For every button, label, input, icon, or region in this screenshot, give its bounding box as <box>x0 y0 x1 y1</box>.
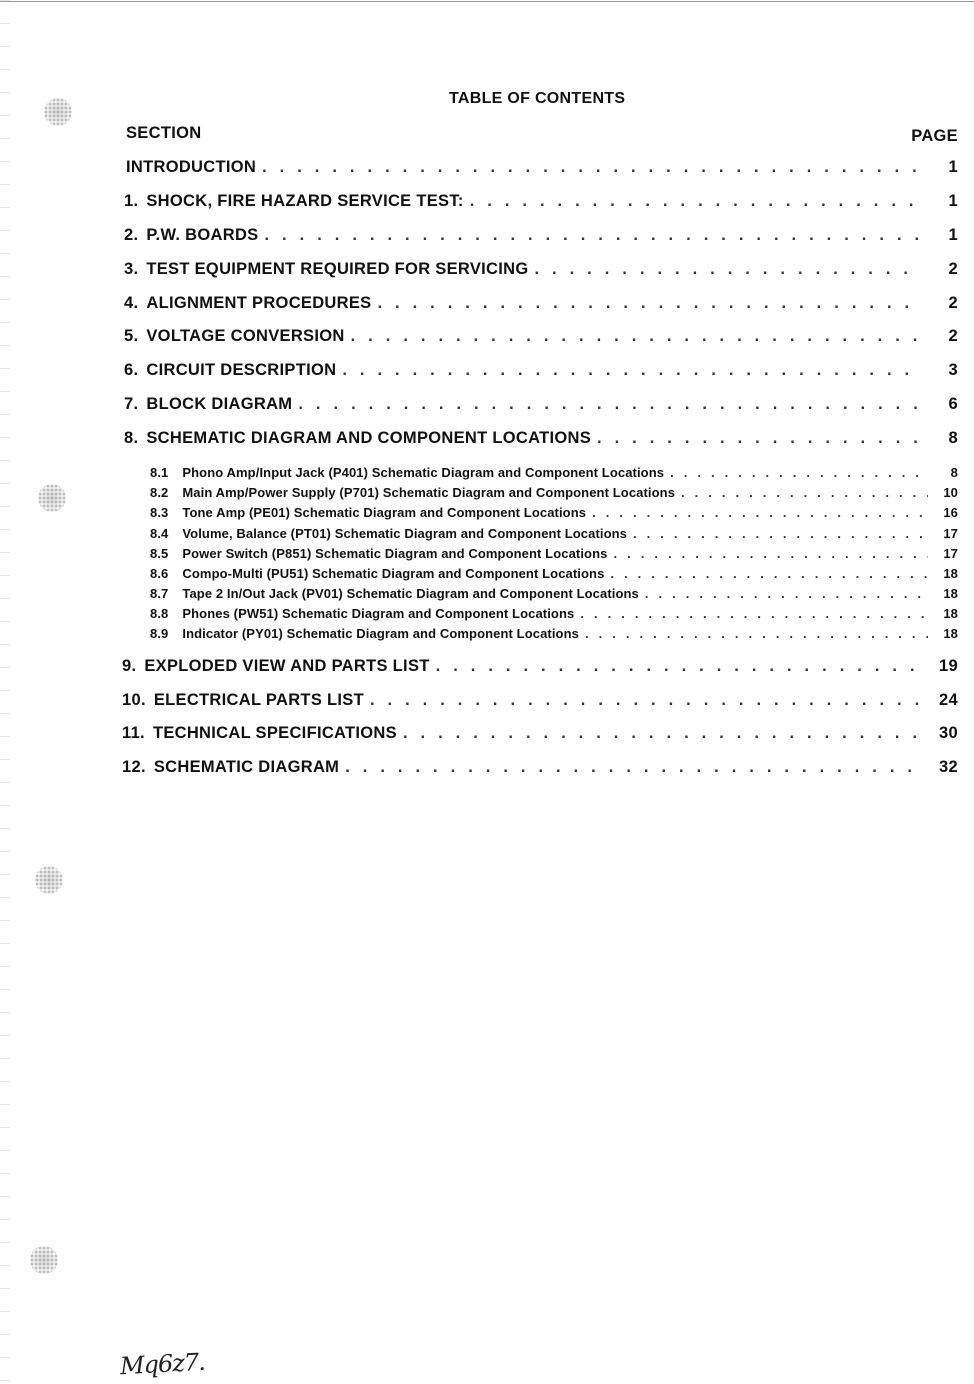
toc-entry-page: 1 <box>948 158 958 176</box>
toc-entry <box>122 758 958 780</box>
toc-subentry <box>150 465 958 482</box>
toc-entry <box>124 429 958 451</box>
top-rule <box>0 1 974 2</box>
toc-entry <box>126 158 958 180</box>
dot-leader <box>436 657 922 676</box>
toc-subentry <box>150 566 958 583</box>
dot-leader <box>645 586 928 601</box>
toc-subentry-page: 8 <box>950 465 958 480</box>
toc-entry-number: 10. <box>122 691 146 709</box>
dot-leader <box>610 566 928 581</box>
toc-subentry-label: Indicator (PY01) Schematic Diagram and Component Locations <box>182 626 579 641</box>
toc-subentry <box>150 586 958 603</box>
toc-entry <box>124 294 958 316</box>
toc-entry-label: TEST EQUIPMENT REQUIRED FOR SERVICING <box>146 260 529 278</box>
toc-entry-number: 8. <box>124 429 139 447</box>
toc-entry-label: TECHNICAL SPECIFICATIONS <box>152 724 397 742</box>
toc-subentry-label: Phones (PW51) Schematic Diagram and Component Locations <box>182 606 575 621</box>
toc-subentry-label: Compo-Multi (PU51) Schematic Diagram and Component Locations <box>182 566 605 581</box>
toc-entry-label: EXPLODED VIEW AND PARTS LIST <box>144 657 430 675</box>
toc-entry-page: 2 <box>948 294 958 312</box>
toc-entry <box>122 691 958 713</box>
toc-entry-page: 1 <box>948 226 958 244</box>
dot-leader <box>534 260 922 279</box>
toc-subentry <box>150 626 958 643</box>
toc-entry-label: CIRCUIT DESCRIPTION <box>146 361 337 379</box>
toc-entry-number: 11. <box>122 724 145 742</box>
toc-subentry-label: Phono Amp/Input Jack (P401) Schematic Diagram and Component Locations <box>182 465 665 480</box>
punch-hole-1 <box>44 98 72 126</box>
toc-entry-label: BLOCK DIAGRAM <box>146 395 293 413</box>
toc-subentry-number: 8.5 <box>150 546 169 561</box>
toc-entry-label: INTRODUCTION <box>126 158 257 176</box>
toc-entry-number: 3. <box>124 260 139 278</box>
toc-entry <box>124 192 958 214</box>
dot-leader <box>403 724 922 743</box>
toc-subentry <box>150 485 958 502</box>
dot-leader <box>342 361 922 380</box>
toc-entry-number: 12. <box>122 758 146 776</box>
toc-subentry-number: 8.2 <box>150 485 169 500</box>
toc-entry-page: 2 <box>948 260 958 278</box>
dot-leader <box>613 546 928 561</box>
section-column-header: SECTION <box>126 124 202 142</box>
toc-entry-label: VOLTAGE CONVERSION <box>146 327 345 345</box>
toc-entry-page: 32 <box>939 758 958 776</box>
toc-subentry <box>150 606 958 623</box>
toc-entry-number: 9. <box>122 657 137 675</box>
toc-entry-number: 4. <box>124 294 139 312</box>
toc-title: TABLE OF CONTENTS <box>449 90 626 107</box>
dot-leader <box>377 294 922 313</box>
punch-hole-3 <box>35 866 63 894</box>
page-column-header: PAGE <box>911 127 958 145</box>
toc-entry-number: 6. <box>124 361 139 379</box>
toc-subentry-page: 16 <box>943 505 958 520</box>
toc-entry-number: 1. <box>124 192 139 210</box>
toc-entry-page: 2 <box>948 327 958 345</box>
dot-leader <box>262 158 922 177</box>
toc-entry-label: SHOCK, FIRE HAZARD SERVICE TEST: <box>146 192 464 210</box>
toc-subentry-number: 8.8 <box>150 606 169 621</box>
toc-subentry-label: Power Switch (P851) Schematic Diagram and Component Locations <box>182 546 608 561</box>
toc-entry-page: 3 <box>948 361 958 379</box>
dot-leader <box>470 192 922 211</box>
punch-hole-4 <box>30 1246 58 1274</box>
toc-entry-page: 6 <box>948 395 958 413</box>
toc-subentry <box>150 526 958 543</box>
toc-subentry-label: Tone Amp (PE01) Schematic Diagram and Component Locations <box>182 505 587 520</box>
dot-leader <box>681 485 928 500</box>
toc-subentry-label: Main Amp/Power Supply (P701) Schematic Diagram and Component Locations <box>182 485 676 500</box>
toc-subentry-number: 8.9 <box>150 626 169 641</box>
toc-subentry-label: Volume, Balance (PT01) Schematic Diagram and Component Locations <box>182 526 628 541</box>
toc-subentry-number: 8.3 <box>150 505 169 520</box>
dot-leader <box>351 327 922 346</box>
toc-entry-label: P.W. BOARDS <box>146 226 259 244</box>
toc-entry-page: 19 <box>939 657 958 675</box>
toc-subentry-number: 8.4 <box>150 526 169 541</box>
toc-subentry <box>150 546 958 563</box>
toc-entry-label: SCHEMATIC DIAGRAM AND COMPONENT LOCATIONS <box>146 429 592 447</box>
dot-leader <box>580 606 928 621</box>
dot-leader <box>298 395 922 414</box>
toc-subentry-page: 17 <box>943 546 958 561</box>
toc-entry-number: 2. <box>124 226 139 244</box>
toc-entry <box>124 361 958 383</box>
toc-subentry-page: 18 <box>943 626 958 641</box>
dot-leader <box>585 626 928 641</box>
toc-subentry <box>150 505 958 522</box>
toc-entry-page: 1 <box>948 192 958 210</box>
toc-entry-label: ALIGNMENT PROCEDURES <box>146 294 372 312</box>
dot-leader <box>633 526 928 541</box>
toc-entry <box>124 260 958 282</box>
toc-subentry-page: 18 <box>943 566 958 581</box>
toc-subentry-number: 8.6 <box>150 566 169 581</box>
dot-leader <box>264 226 922 245</box>
toc-subentry-label: Tape 2 In/Out Jack (PV01) Schematic Diagram and Component Locations <box>182 586 639 601</box>
toc-entry <box>124 226 958 248</box>
toc-subentry-page: 17 <box>943 526 958 541</box>
toc-entry <box>122 724 958 746</box>
dot-leader <box>345 758 922 777</box>
toc-subentry-page: 10 <box>943 485 958 500</box>
dot-leader <box>597 429 922 448</box>
dot-leader <box>592 505 928 520</box>
toc-entry-page: 8 <box>948 429 958 447</box>
toc-entry-label: SCHEMATIC DIAGRAM <box>153 758 340 776</box>
toc-subentry-number: 8.7 <box>150 586 169 601</box>
dot-leader <box>670 465 928 480</box>
toc-entry <box>124 395 958 417</box>
toc-entry-page: 24 <box>939 691 958 709</box>
scan-edge-noise <box>0 0 10 1384</box>
toc-entry <box>122 657 958 679</box>
toc-entry-number: 7. <box>124 395 139 413</box>
toc-entry-number: 5. <box>124 327 139 345</box>
dot-leader <box>370 691 922 710</box>
toc-subentry-number: 8.1 <box>150 465 169 480</box>
toc-subentry-page: 18 <box>943 586 958 601</box>
toc-entry-label: ELECTRICAL PARTS LIST <box>153 691 364 709</box>
toc-subentry-page: 18 <box>943 606 958 621</box>
handwritten-note: Mq6z7. <box>119 1347 206 1381</box>
toc-entry-page: 30 <box>939 724 958 742</box>
punch-hole-2 <box>38 484 66 512</box>
toc-entry <box>124 327 958 349</box>
